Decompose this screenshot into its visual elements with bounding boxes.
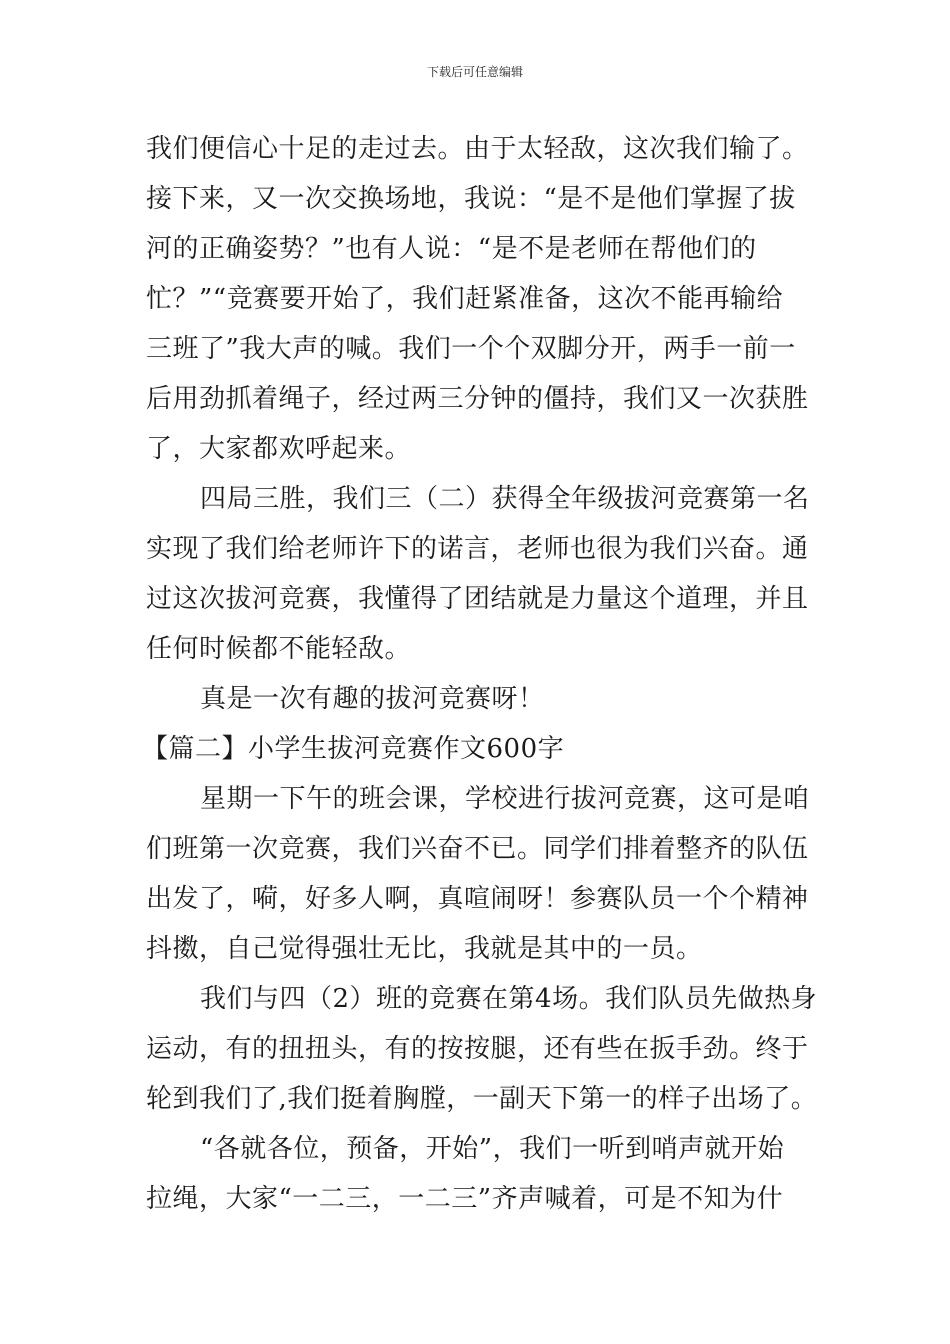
text-line: 运动，有的扭扭头，有的按按腿，还有些在扳手劲。终于 [146,1034,809,1064]
text-line: 过这次拔河竞赛，我懂得了团结就是力量这个道理，并且 [146,584,809,614]
paragraph-start-line: 星期一下午的班会课，学校进行拔河竞赛，这可是咱 [200,784,810,814]
paragraph-start-line: “各就各位，预备，开始”，我们一听到哨声就开始 [200,1134,785,1164]
text-line: 河的正确姿势？”也有人说：“是不是老师在帮他们的 [146,234,757,264]
text-line: 接下来，又一次交换场地，我说：“是不是他们掌握了拔 [146,184,796,214]
section-heading: 【篇二】小学生拔河竞赛作文600字 [142,734,565,764]
text-line: 忙？”“竞赛要开始了，我们赶紧准备，这次不能再输给 [146,284,784,314]
text-line: 出发了，嗬，好多人啊，真喧闹呀！参赛队员一个个精神 [146,884,809,914]
text-line: 拉绳，大家“一二三，一二三”齐声喊着，可是不知为什 [146,1184,784,1214]
page-header: 下载后可任意编辑 [426,65,523,79]
text-line: 我们便信心十足的走过去。由于太轻敌，这次我们输了。 [146,134,809,164]
text-line: 轮到我们了,我们挺着胸膛，一副天下第一的样子出场了。 [146,1084,818,1114]
paragraph-start-line: 四局三胜，我们三（二）获得全年级拔河竞赛第一名 [200,484,810,514]
document-body [142,124,818,1224]
text-line: 了，大家都欢呼起来。 [146,434,412,464]
paragraph-start-line: 我们与四（2）班的竞赛在第4场。我们队员先做热身 [200,984,818,1014]
text-line: 抖擞，自己觉得强壮无比，我就是其中的一员。 [146,934,703,964]
text-line: 实现了我们给老师许下的诺言，老师也很为我们兴奋。通 [146,534,809,564]
text-line: 们班第一次竞赛，我们兴奋不已。同学们排着整齐的队伍 [146,834,809,864]
text-line: 任何时候都不能轻敌。 [146,634,412,664]
text-line: 后用劲抓着绳子，经过两三分钟的僵持，我们又一次获胜 [146,384,809,414]
text-line: 三班了”我大声的喊。我们一个个双脚分开，两手一前一 [146,334,796,364]
paragraph-start-line: 真是一次有趣的拔河竞赛呀！ [200,684,545,714]
